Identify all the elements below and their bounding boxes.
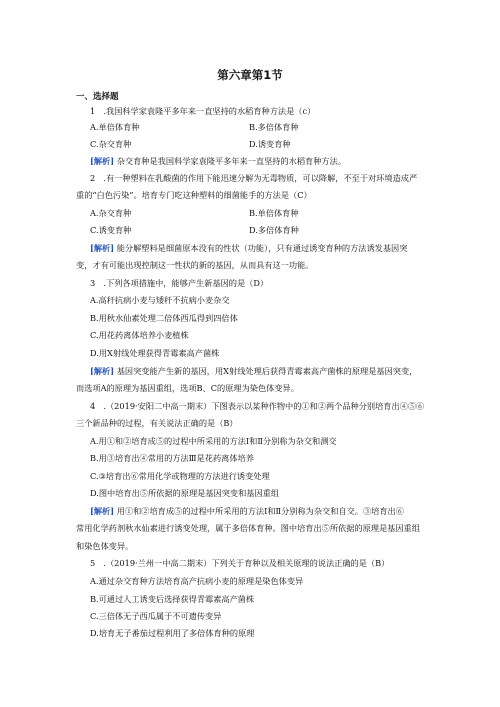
q4-option-a: A.用①和②培育成⑤的过程中所采用的方法Ⅰ和Ⅱ分别称为杂交和测交 [90, 436, 337, 446]
q4-analysis-text-3: 和染色体变异。 [76, 541, 134, 551]
analysis-tag: [解析] [90, 366, 115, 376]
q3-option-b: B.用秋水仙素处理二倍体西瓜得到四倍体 [90, 313, 238, 323]
q2-stem-line-2: 重的“白色污染”。培育专门吃这种塑料的细菌能手的方法是（C） [76, 190, 312, 200]
q4-analysis [90, 506, 430, 516]
q2-analysis-text-1: 能分解塑料是细菌原本没有的性状（功能），只有通过诱变育种的方法诱发基因突 [116, 243, 408, 253]
q3-option-d: D.用X射线处理获得青霉素高产菌株 [90, 348, 220, 358]
q2-option-a: A.杂交育种 [90, 208, 132, 218]
q3-analysis-text-1: 基因突变能产生新的基因，用X射线处理后获得青霉素高产菌株的原理是基因突变， [116, 366, 418, 376]
q4-stem-line-2: 三个新品种的过程，有关说法正确的是（B） [76, 418, 238, 428]
q5-option-b: B.可通过人工诱变后选择获得青霉素高产菌株 [90, 594, 255, 604]
q4-option-b: B.用③培育出④常用的方法Ⅲ是花药离体培养 [90, 453, 254, 463]
section-heading: 一、选择题 [76, 92, 119, 102]
q3-analysis [90, 366, 430, 376]
q3-option-a: A.高秆抗病小麦与矮秆不抗病小麦杂交 [90, 295, 230, 305]
analysis-tag: [解析] [90, 243, 115, 253]
q3-stem: 3 .下列各项措施中，能够产生新基因的是（D） [90, 278, 269, 288]
q4-option-c: C.③培育出⑥常用化学或物理的方法进行诱变处理 [90, 471, 270, 481]
q5-option-a: A.通过杂交育种方法培育高产抗病小麦的原理是染色体变异 [90, 576, 304, 586]
q4-option-d: D.图中培育出⑤所依据的原理是基因突变和基因重组 [90, 488, 280, 498]
q1-analysis [90, 156, 430, 166]
analysis-tag: [解析] [90, 506, 115, 516]
analysis-tag: [解析] [90, 156, 115, 166]
q2-analysis-text-2: 变，才有可能出现控制这一性状的新的基因，从而具有这一功能。 [76, 260, 314, 270]
q5-option-c: C.三倍体无子西瓜属于不可遗传变异 [90, 611, 222, 621]
page-title: 第六章第1节 [217, 68, 283, 82]
q1-option-d: D.诱变育种 [249, 139, 291, 149]
q3-analysis-text-2: 而选项A的原理为基因重组，选项B、C的原理为染色体变异。 [76, 383, 299, 393]
q4-analysis-text-1: 用①和②培育成⑤的过程中所采用的方法Ⅰ和Ⅱ分别称为杂交和自交。③培育出⑥ [116, 506, 404, 516]
q1-option-b: B.多倍体育种 [249, 122, 299, 132]
q4-analysis-text-2: 常用化学药剂秋水仙素进行诱变处理，属于多倍体育种。图中培育出⑤所依据的原理是基因重组 [76, 523, 420, 533]
q3-option-c: C.用花药离体培养小麦植株 [90, 330, 189, 340]
q1-option-c: C.杂交育种 [90, 139, 132, 149]
q5-option-d: D.培育无子番茄过程利用了多倍体育种的原理 [90, 628, 255, 638]
q4-stem-line-1: 4 .（2019·安阳二中高一期末）下图表示以某种作物中的①和②两个品种分别培育出④⑤⑥ [90, 401, 425, 411]
q2-stem-line-1: 2 .有一种塑料在乳酸菌的作用下能迅速分解为无毒物质，可以降解，不至于对环境造成严 [90, 173, 418, 183]
q5-stem: 5 .（2019·兰州一中高二期末）下列关于育种以及相关原理的说法正确的是（B） [90, 558, 390, 568]
q1-option-a: A.单倍体育种 [90, 122, 140, 132]
q2-option-b: B.单倍体育种 [249, 208, 299, 218]
q2-option-d: D.多倍体育种 [249, 225, 299, 235]
q2-option-c: C.诱变育种 [90, 225, 132, 235]
q2-analysis [90, 243, 430, 253]
q1-stem: 1 .我国科学家袁隆平多年来一直坚持的水稻育种方法是（c） [90, 106, 316, 116]
q1-analysis-text: 杂交育种是我国科学家袁隆平多年来一直坚持的水稻育种方法。 [116, 156, 346, 166]
